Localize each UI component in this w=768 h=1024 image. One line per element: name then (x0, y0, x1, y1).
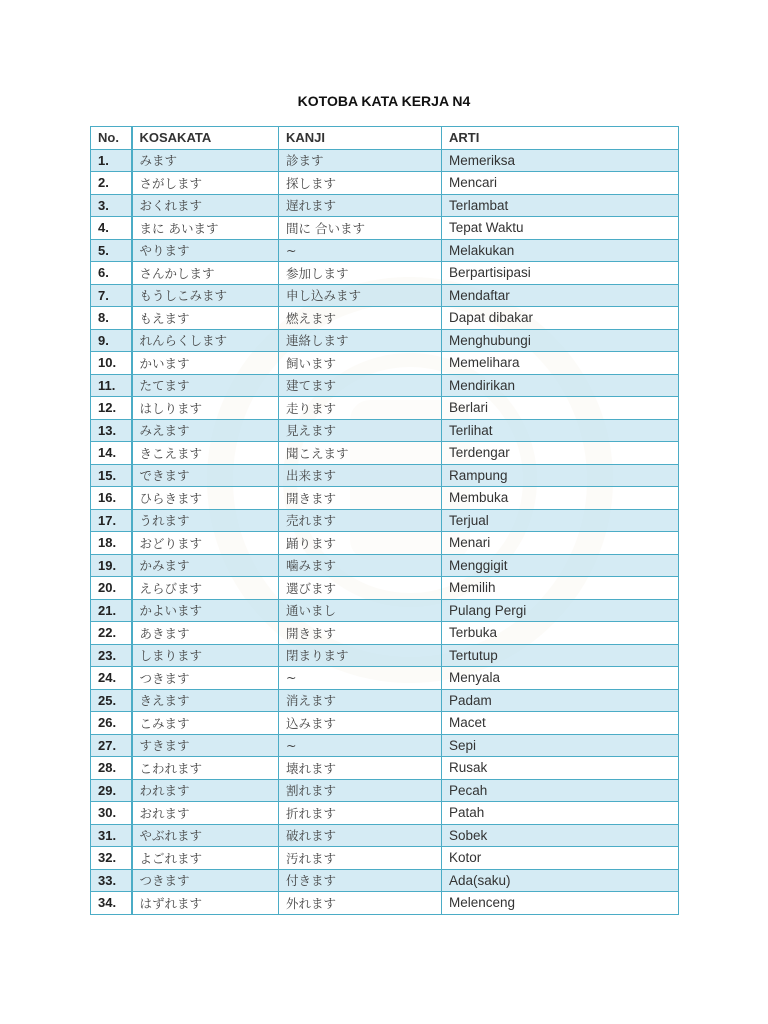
table-row (91, 644, 679, 667)
kanji-cell: 遅れます (279, 194, 442, 217)
kanji-cell: 踊ります (279, 532, 442, 555)
kosakata-cell: しまります (132, 644, 279, 667)
kanji-cell: 診ます (279, 149, 442, 172)
kanji-cell: 連絡します (279, 329, 442, 352)
kanji-cell: 聞こえます (279, 442, 442, 465)
row-number: 34. (91, 892, 132, 915)
row-number: 14. (91, 442, 132, 465)
arti-cell: Berpartisipasi (442, 262, 679, 285)
arti-cell: Terlihat (442, 419, 679, 442)
table-row (91, 262, 679, 285)
kosakata-cell: かいます (132, 352, 279, 375)
table-row (91, 622, 679, 645)
kanji-cell: 折れます (279, 802, 442, 825)
row-number: 22. (91, 622, 132, 645)
table-row (91, 172, 679, 195)
table-row (91, 487, 679, 510)
kanji-cell: 開きます (279, 487, 442, 510)
kosakata-cell: かよいます (132, 599, 279, 622)
arti-cell: Menghubungi (442, 329, 679, 352)
table-row (91, 779, 679, 802)
arti-cell: Menyala (442, 667, 679, 690)
table-row (91, 464, 679, 487)
kanji-cell: 汚れます (279, 847, 442, 870)
header-kanji: KANJI (279, 127, 442, 150)
arti-cell: Mendaftar (442, 284, 679, 307)
arti-cell: Tepat Waktu (442, 217, 679, 240)
kosakata-cell: ひらきます (132, 487, 279, 510)
arti-cell: Pulang Pergi (442, 599, 679, 622)
table-row (91, 599, 679, 622)
kosakata-cell: おれます (132, 802, 279, 825)
table-row (91, 554, 679, 577)
arti-cell: Mencari (442, 172, 679, 195)
kanji-cell: 外れます (279, 892, 442, 915)
kanji-cell: 燃えます (279, 307, 442, 330)
row-number: 11. (91, 374, 132, 397)
kosakata-cell: かみます (132, 554, 279, 577)
kanji-cell: 選びます (279, 577, 442, 600)
row-number: 1. (91, 149, 132, 172)
arti-cell: Tertutup (442, 644, 679, 667)
kanji-cell: 開きます (279, 622, 442, 645)
vocabulary-table (90, 126, 679, 915)
kosakata-cell: あきます (132, 622, 279, 645)
arti-cell: Melenceng (442, 892, 679, 915)
kanji-cell: 走ります (279, 397, 442, 420)
kosakata-cell: さがします (132, 172, 279, 195)
arti-cell: Terbuka (442, 622, 679, 645)
arti-cell: Memeriksa (442, 149, 679, 172)
kosakata-cell: はずれます (132, 892, 279, 915)
table-row (91, 352, 679, 375)
table-row (91, 712, 679, 735)
kanji-cell: 申し込みます (279, 284, 442, 307)
kanji-cell: 見えます (279, 419, 442, 442)
arti-cell: Melakukan (442, 239, 679, 262)
arti-cell: Berlari (442, 397, 679, 420)
kanji-cell: 破れます (279, 824, 442, 847)
arti-cell: Kotor (442, 847, 679, 870)
row-number: 12. (91, 397, 132, 420)
kosakata-cell: こわれます (132, 757, 279, 780)
row-number: 27. (91, 734, 132, 757)
row-number: 28. (91, 757, 132, 780)
kanji-cell: 出来ます (279, 464, 442, 487)
arti-cell: Patah (442, 802, 679, 825)
arti-cell: Terdengar (442, 442, 679, 465)
row-number: 21. (91, 599, 132, 622)
arti-cell: Sobek (442, 824, 679, 847)
arti-cell: Memelihara (442, 352, 679, 375)
header-no: No. (91, 127, 132, 150)
kanji-cell: 建てます (279, 374, 442, 397)
arti-cell: Pecah (442, 779, 679, 802)
table-row (91, 667, 679, 690)
kosakata-cell: きえます (132, 689, 279, 712)
table-row (91, 802, 679, 825)
table-row (91, 869, 679, 892)
row-number: 10. (91, 352, 132, 375)
table-row (91, 284, 679, 307)
row-number: 18. (91, 532, 132, 555)
arti-cell: Terlambat (442, 194, 679, 217)
row-number: 24. (91, 667, 132, 690)
kosakata-cell: えらびます (132, 577, 279, 600)
arti-cell: Padam (442, 689, 679, 712)
kanji-cell: ~ (279, 667, 442, 690)
row-number: 7. (91, 284, 132, 307)
table-header-row (91, 127, 679, 150)
arti-cell: Ada(saku) (442, 869, 679, 892)
table-row (91, 577, 679, 600)
table-row (91, 307, 679, 330)
arti-cell: Menggigit (442, 554, 679, 577)
row-number: 6. (91, 262, 132, 285)
kanji-cell: 付きます (279, 869, 442, 892)
header-arti: ARTI (442, 127, 679, 150)
table-row (91, 892, 679, 915)
row-number: 31. (91, 824, 132, 847)
kanji-cell: 噛みます (279, 554, 442, 577)
kosakata-cell: みます (132, 149, 279, 172)
arti-cell: Mendirikan (442, 374, 679, 397)
table-row (91, 239, 679, 262)
arti-cell: Membuka (442, 487, 679, 510)
header-kosakata: KOSAKATA (132, 127, 279, 150)
kanji-cell: 探します (279, 172, 442, 195)
kanji-cell: 消えます (279, 689, 442, 712)
arti-cell: Memilih (442, 577, 679, 600)
table-row (91, 532, 679, 555)
row-number: 9. (91, 329, 132, 352)
kosakata-cell: れんらくします (132, 329, 279, 352)
kanji-cell: 通いまし (279, 599, 442, 622)
table-row (91, 689, 679, 712)
table-row (91, 509, 679, 532)
row-number: 8. (91, 307, 132, 330)
row-number: 26. (91, 712, 132, 735)
arti-cell: Rampung (442, 464, 679, 487)
table-body (91, 149, 679, 914)
kosakata-cell: すきます (132, 734, 279, 757)
kosakata-cell: やります (132, 239, 279, 262)
table-row (91, 442, 679, 465)
kosakata-cell: さんかします (132, 262, 279, 285)
table-row (91, 824, 679, 847)
row-number: 16. (91, 487, 132, 510)
kosakata-cell: できます (132, 464, 279, 487)
table-row (91, 397, 679, 420)
row-number: 2. (91, 172, 132, 195)
kanji-cell: 壊れます (279, 757, 442, 780)
kosakata-cell: うれます (132, 509, 279, 532)
kosakata-cell: われます (132, 779, 279, 802)
kanji-cell: 飼います (279, 352, 442, 375)
table-row (91, 847, 679, 870)
arti-cell: Rusak (442, 757, 679, 780)
kosakata-cell: はしります (132, 397, 279, 420)
row-number: 23. (91, 644, 132, 667)
row-number: 13. (91, 419, 132, 442)
table-row (91, 194, 679, 217)
table-row (91, 329, 679, 352)
kosakata-cell: つきます (132, 667, 279, 690)
kosakata-cell: つきます (132, 869, 279, 892)
kosakata-cell: もえます (132, 307, 279, 330)
arti-cell: Menari (442, 532, 679, 555)
table-row (91, 149, 679, 172)
row-number: 19. (91, 554, 132, 577)
row-number: 3. (91, 194, 132, 217)
kanji-cell: 売れます (279, 509, 442, 532)
row-number: 17. (91, 509, 132, 532)
kosakata-cell: きこえます (132, 442, 279, 465)
kanji-cell: 間に 合います (279, 217, 442, 240)
kanji-cell: ~ (279, 734, 442, 757)
row-number: 33. (91, 869, 132, 892)
kosakata-cell: たてます (132, 374, 279, 397)
kosakata-cell: おどります (132, 532, 279, 555)
row-number: 30. (91, 802, 132, 825)
row-number: 25. (91, 689, 132, 712)
table-row (91, 757, 679, 780)
kanji-cell: 割れます (279, 779, 442, 802)
table-row (91, 419, 679, 442)
kosakata-cell: まに あいます (132, 217, 279, 240)
row-number: 5. (91, 239, 132, 262)
kanji-cell: 参加します (279, 262, 442, 285)
document-title: KOTOBA KATA KERJA N4 (297, 93, 471, 109)
row-number: 4. (91, 217, 132, 240)
kanji-cell: 閉まります (279, 644, 442, 667)
row-number: 20. (91, 577, 132, 600)
arti-cell: Dapat dibakar (442, 307, 679, 330)
kosakata-cell: よごれます (132, 847, 279, 870)
row-number: 15. (91, 464, 132, 487)
row-number: 29. (91, 779, 132, 802)
kanji-cell: 込みます (279, 712, 442, 735)
arti-cell: Sepi (442, 734, 679, 757)
table-row (91, 217, 679, 240)
row-number: 32. (91, 847, 132, 870)
kosakata-cell: みえます (132, 419, 279, 442)
kosakata-cell: やぶれます (132, 824, 279, 847)
table-row (91, 374, 679, 397)
arti-cell: Macet (442, 712, 679, 735)
kanji-cell: ~ (279, 239, 442, 262)
kosakata-cell: おくれます (132, 194, 279, 217)
kosakata-cell: こみます (132, 712, 279, 735)
arti-cell: Terjual (442, 509, 679, 532)
table-row (91, 734, 679, 757)
kosakata-cell: もうしこみます (132, 284, 279, 307)
